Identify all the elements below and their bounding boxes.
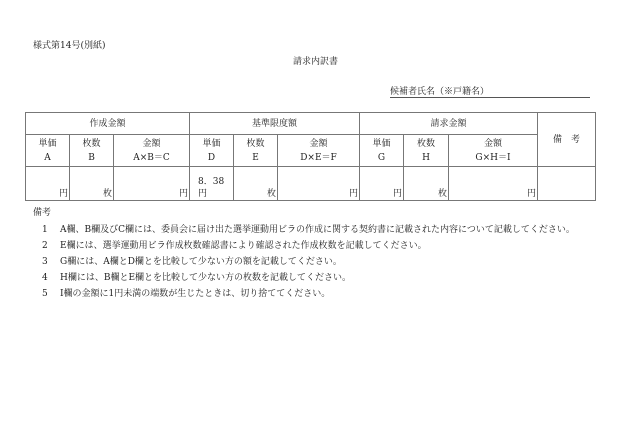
note-item: 1 A欄、B欄及びC欄には、委員会に届け出た選挙運動用ビラの作成に関する契約書に記載された内容について記載してください。 <box>42 225 575 235</box>
cell-a[interactable]: 円 <box>26 167 70 201</box>
group-header-creation-amount: 作成金額 <box>26 113 190 135</box>
col-header-i: 金額 G×H＝I <box>449 135 538 167</box>
col-header-f: 金額 D×E＝F <box>278 135 360 167</box>
note-item: 4 H欄には、B欄とE欄とを比較して少ない方の枚数を記載してください。 <box>42 273 352 283</box>
group-header-claim-amount: 請求金額 <box>360 113 538 135</box>
notes-heading: 備考 <box>33 208 52 218</box>
col-header-a: 単価 A <box>26 135 70 167</box>
col-header-e: 枚数 E <box>234 135 278 167</box>
group-header-standard-limit: 基準限度額 <box>190 113 360 135</box>
cell-b[interactable]: 枚 <box>70 167 114 201</box>
candidate-name-field[interactable] <box>390 84 590 98</box>
cell-g[interactable]: 円 <box>360 167 404 201</box>
page-title: 請求内訳書 <box>293 57 339 67</box>
invoice-breakdown-table <box>25 112 596 201</box>
remarks-header: 備 考 <box>538 113 596 167</box>
form-number: 様式第14号(別紙) <box>33 41 106 51</box>
candidate-name-label: 候補者氏名（※戸籍名） <box>390 87 490 97</box>
cell-f[interactable]: 円 <box>278 167 360 201</box>
col-header-g: 単価 G <box>360 135 404 167</box>
col-header-b: 枚数 B <box>70 135 114 167</box>
cell-e[interactable]: 枚 <box>234 167 278 201</box>
cell-i[interactable]: 円 <box>449 167 538 201</box>
col-header-c: 金額 A×B＝C <box>114 135 190 167</box>
col-header-h: 枚数 H <box>404 135 449 167</box>
col-header-d: 単価 D <box>190 135 234 167</box>
cell-remarks[interactable] <box>538 167 596 201</box>
note-item: 2 E欄には、選挙運動用ビラ作成枚数確認書により確認された作成枚数を記載してください。 <box>42 241 427 251</box>
cell-c[interactable]: 円 <box>114 167 190 201</box>
note-item: 5 I欄の金額に1円未満の端数が生じたときは、切り捨ててください。 <box>42 289 331 299</box>
cell-d[interactable]: 8．38円 <box>190 167 234 201</box>
cell-h[interactable]: 枚 <box>404 167 449 201</box>
note-item: 3 G欄には、A欄とD欄とを比較して少ない方の額を記載してください。 <box>42 257 342 267</box>
